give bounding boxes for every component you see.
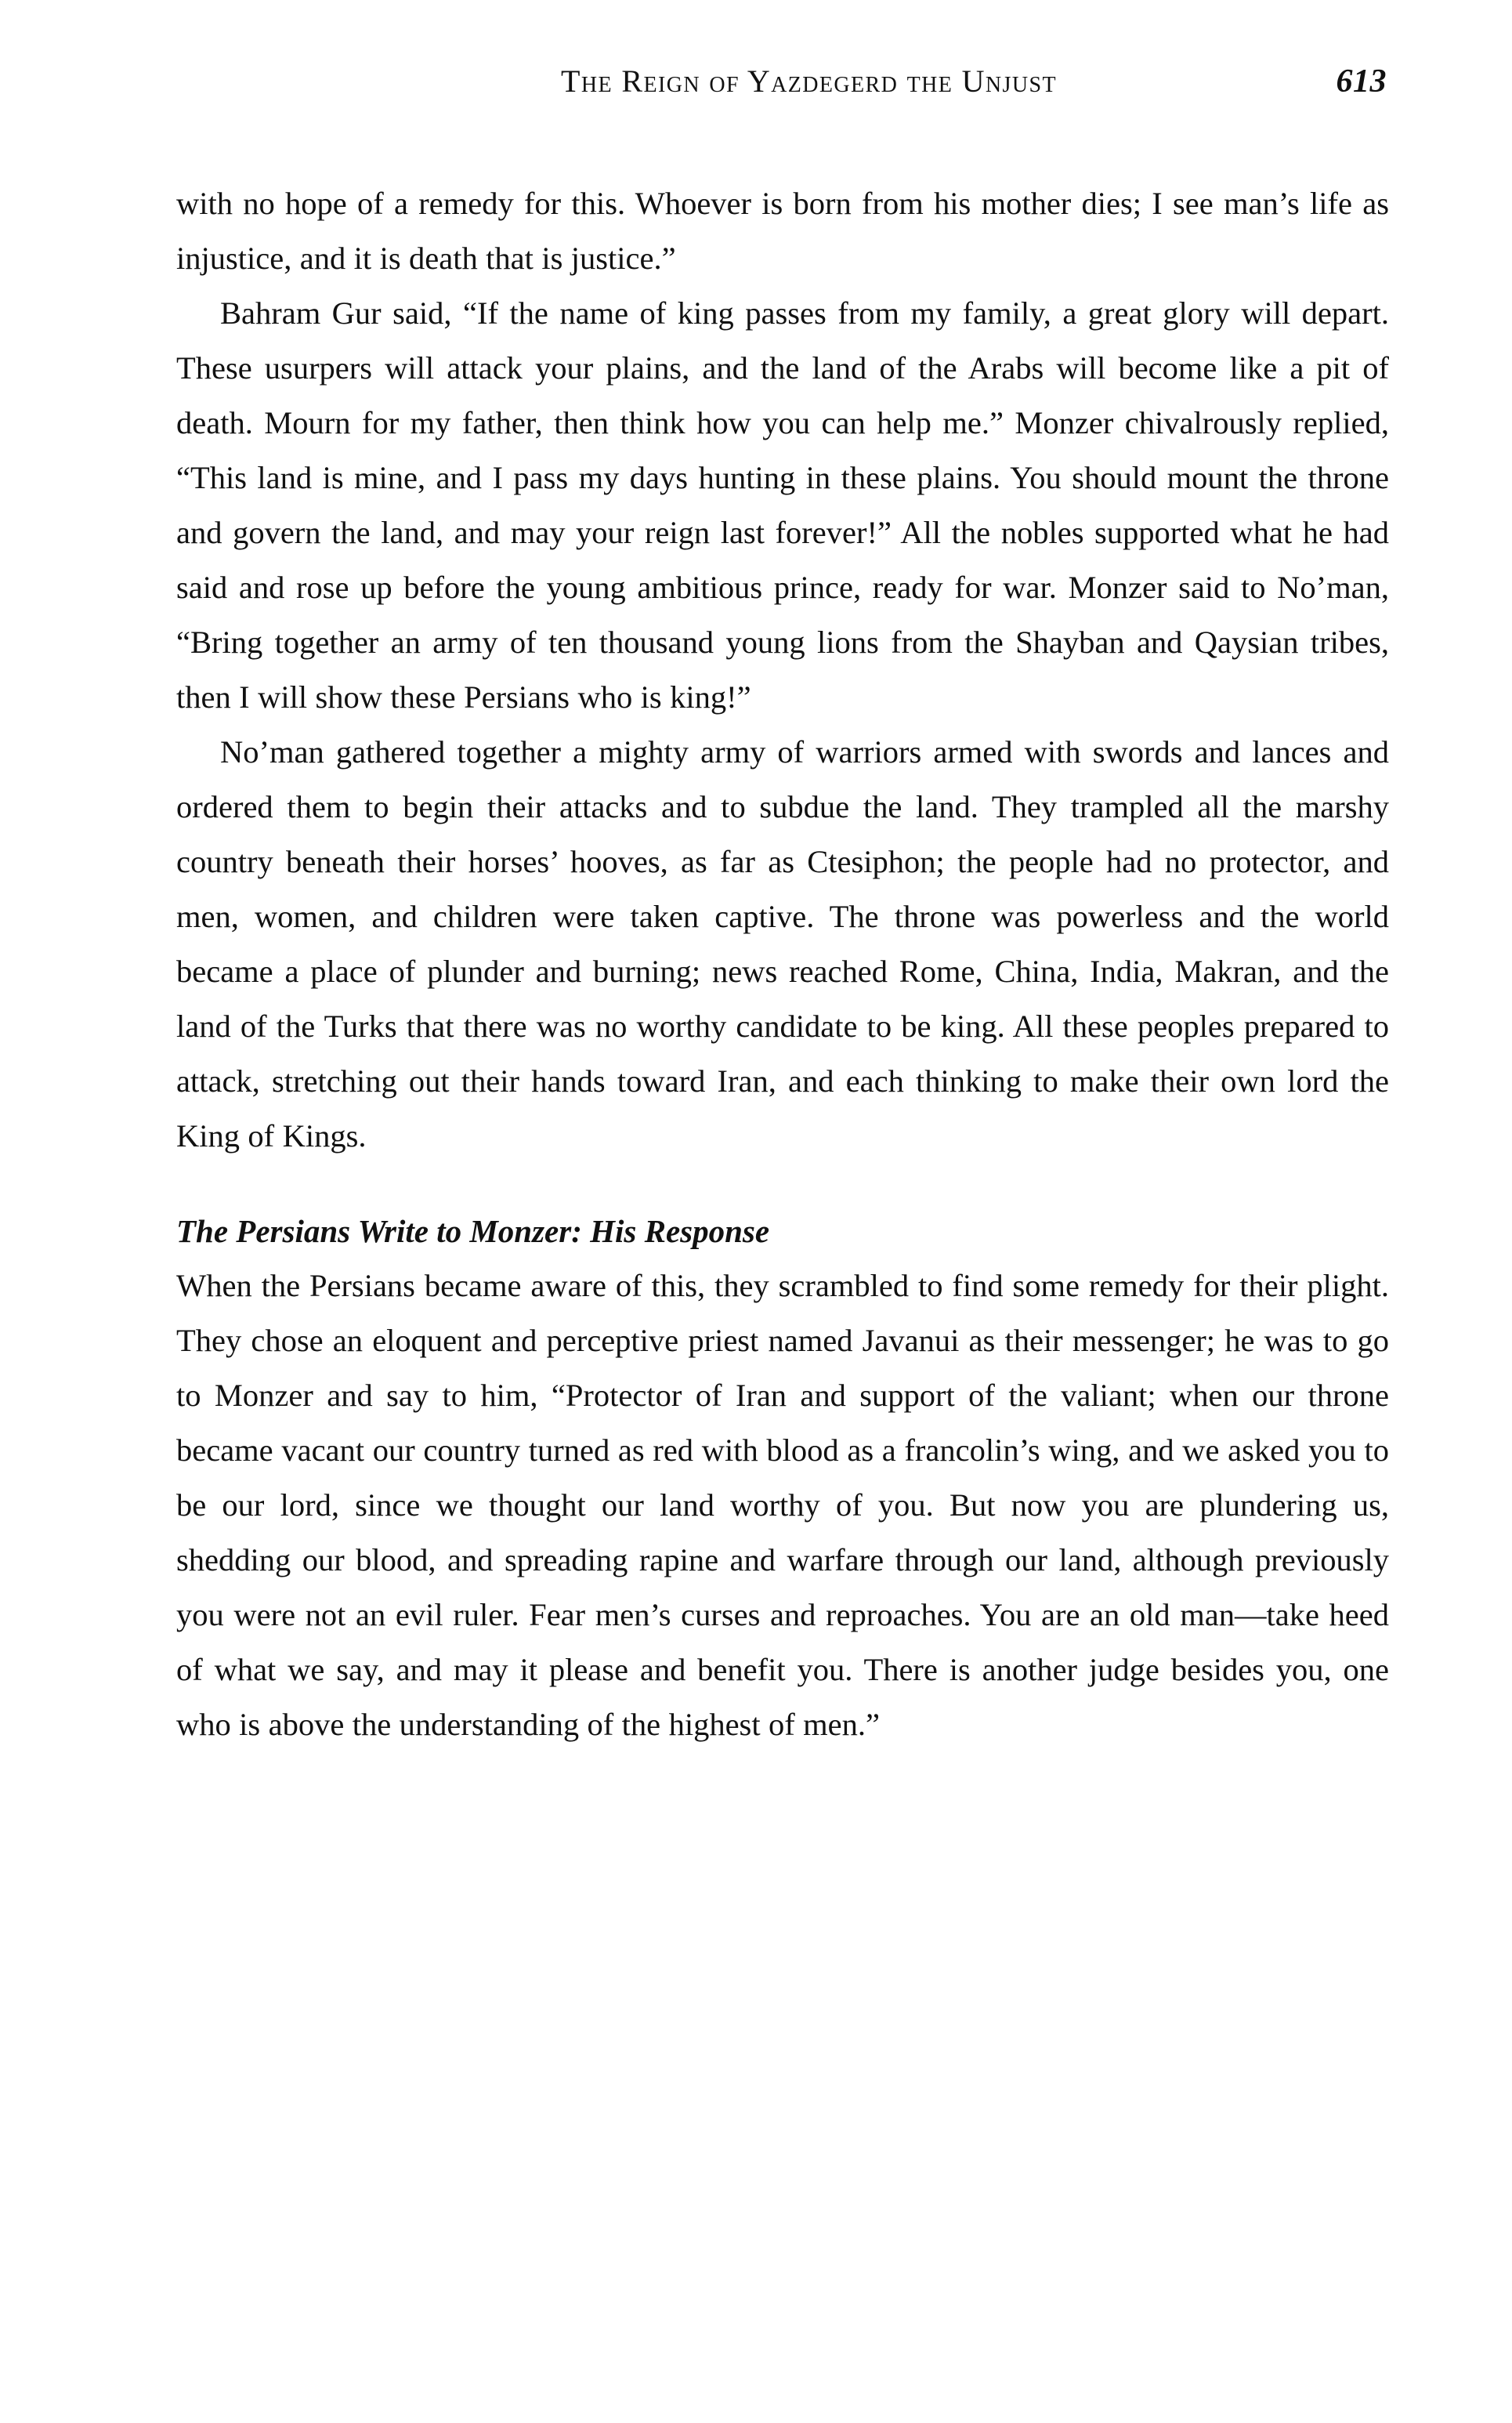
- running-head: [176, 63, 1387, 118]
- text-column: [176, 176, 1389, 1752]
- running-head-title: The Reign of Yazdegerd the Unjust: [561, 63, 1057, 99]
- page-number: 613: [1336, 63, 1387, 100]
- body-paragraph: When the Persians became aware of this, they scrambled to find some remedy for their plight. They chose an eloquent and perceptive priest named Javanui as their messenger; he was to go to Monzer and say to him, “Protector of Iran and support of the valiant; when our throne became vacant our country turned as red with blood as a francolin’s wing, and we asked you to be our lord, since we thought our land worthy of you. But now you are plundering us, shedding our blood, and spreading rapine and warfare through our land, although previously you were not an evil ruler. Fear men’s curses and reproaches. You are an old man—take heed of what we say, and may it please and benefit you. There is another judge besides you, one who is above the understanding of the highest of men.”: [176, 1268, 1389, 1742]
- body-paragraph: No’man gathered together a mighty army of warriors armed with swords and lances and ordered them to begin their attacks and to subdue the land. They trampled all the marshy country beneath their horses’ hooves, as far as Ctesiphon; the people had no protector, and men, women, and children were taken captive. The throne was powerless and the world became a place of plunder and burning; news reached Rome, China, India, Makran, and the land of the Turks that there was no worthy candidate to be king. All these peoples prepared to attack, stretching out their hands toward Iran, and each thinking to make their own lord the King of Kings.: [176, 734, 1389, 1154]
- body-paragraph: Bahram Gur said, “If the name of king passes from my family, a great glory will depart. These usurpers will attack your plains, and the land of the Arabs will become like a pit of death. Mourn for my father, then think how you can help me.” Monzer chivalrously replied, “This land is mine, and I pass my days hunting in these plains. You should mount the throne and govern the land, and may your reign last forever!” All the nobles supported what he had said and rose up before the young ambitious prince, ready for war. Monzer said to No’man, “Bring together an army of ten thousand young lions from the Shayban and Qaysian tribes, then I will show these Persians who is king!”: [176, 295, 1389, 715]
- body-paragraph: with no hope of a remedy for this. Whoever is born from his mother dies; I see man’s life as injustice, and it is death that is justice.”: [176, 186, 1389, 276]
- section-heading: The Persians Write to Monzer: His Response: [176, 1213, 770, 1249]
